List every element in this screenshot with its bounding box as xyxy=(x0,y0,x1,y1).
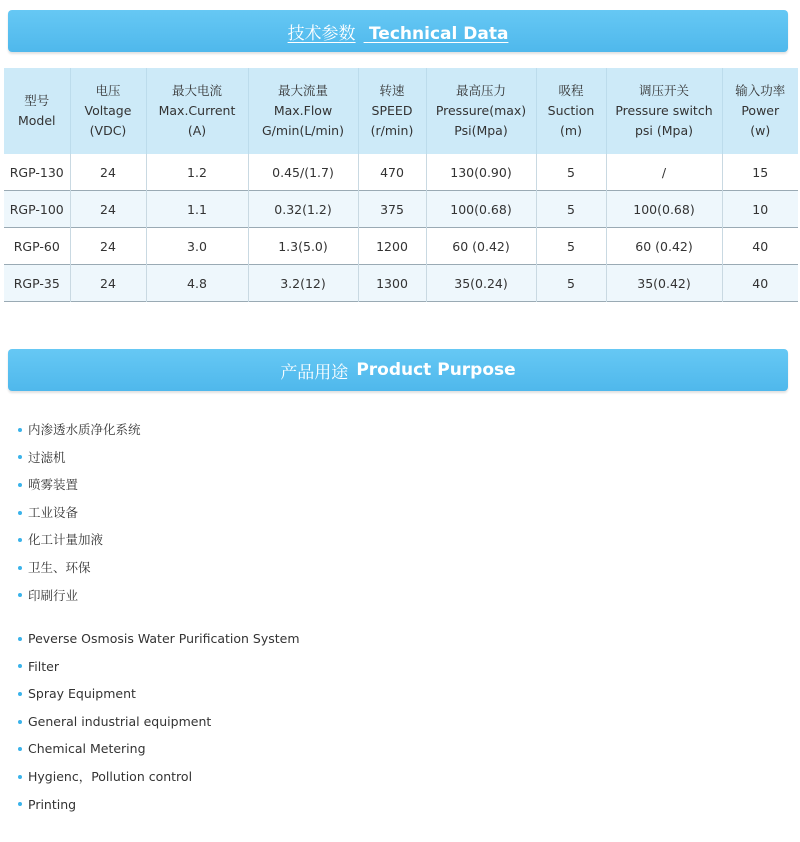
table-cell: 0.32(1.2) xyxy=(248,191,358,228)
bullet-icon xyxy=(18,455,22,459)
purpose-title-zh: 产品用途 xyxy=(280,362,349,383)
table-cell: 0.45/(1.7) xyxy=(248,154,358,191)
purpose-list-en xyxy=(18,625,300,818)
bullet-icon xyxy=(18,593,22,597)
table-cell: 130(0.90) xyxy=(426,154,536,191)
purpose-list-zh xyxy=(18,416,141,609)
column-header xyxy=(358,68,426,154)
column-header-en2: (w) xyxy=(750,123,771,138)
column-header-zh: 最高压力 xyxy=(455,83,506,98)
list-item-text: 化工计量加液 xyxy=(28,532,104,548)
table-cell: 24 xyxy=(70,191,146,228)
column-header-zh: 电压 xyxy=(95,83,121,98)
list-item xyxy=(18,554,141,582)
list-item xyxy=(18,791,300,819)
table-cell: 40 xyxy=(752,238,769,254)
table-header-row xyxy=(4,68,798,154)
table-cell: 4.8 xyxy=(146,265,248,302)
list-item-text: Printing xyxy=(28,796,77,812)
list-item xyxy=(18,444,141,472)
list-item xyxy=(18,416,141,444)
table-cell: RGP-60 xyxy=(4,228,70,265)
table-cell: 3.2(12) xyxy=(248,265,358,302)
column-header xyxy=(606,68,722,154)
table-cell: 1.2 xyxy=(146,154,248,191)
table-cell: / xyxy=(606,154,722,191)
purpose-title-en: Product Purpose xyxy=(356,360,516,380)
column-header xyxy=(426,68,536,154)
table-cell: 10 xyxy=(722,191,798,228)
table-cell: RGP-100 xyxy=(4,191,70,228)
table-row xyxy=(4,228,798,265)
table-cell: 60 (0.42) xyxy=(426,228,536,265)
table-cell: 5 xyxy=(536,154,606,191)
column-header xyxy=(248,68,358,154)
table-cell: RGP-130 xyxy=(4,154,70,191)
bullet-icon xyxy=(18,692,22,696)
technical-data-banner xyxy=(8,10,788,52)
bullet-icon xyxy=(18,511,22,515)
column-header-en2: (m) xyxy=(560,123,582,138)
list-item-text: 印刷行业 xyxy=(28,587,79,603)
list-item xyxy=(18,653,300,681)
list-item-text: 内渗透水质净化系统 xyxy=(28,422,141,437)
table-body xyxy=(4,154,798,302)
table-cell: 100(0.68) xyxy=(606,191,722,228)
bullet-icon xyxy=(18,566,22,570)
column-header-zh: 调压开关 xyxy=(638,83,689,98)
bullet-icon xyxy=(18,747,22,751)
column-header-en1: Max.Flow xyxy=(273,103,333,118)
table-cell: 1.3(5.0) xyxy=(248,228,358,265)
column-header-zh: 转速 xyxy=(379,83,405,98)
table-cell: 24 xyxy=(70,154,146,191)
list-item xyxy=(18,526,141,554)
column-header-zh: 最大电流 xyxy=(171,83,222,98)
list-item-text: Peverse Osmosis Water Purification System xyxy=(28,631,300,646)
table-cell: 5 xyxy=(536,265,606,302)
table-cell: 1.1 xyxy=(146,191,248,228)
column-header-en1: Model xyxy=(17,113,56,128)
column-header-zh: 最大流量 xyxy=(277,83,328,98)
column-header-en1: Pressure(max) xyxy=(435,103,527,118)
table-cell: 1300 xyxy=(358,265,426,302)
table-cell: RGP-35 xyxy=(4,265,70,302)
list-item xyxy=(18,471,141,499)
column-header-en1: Max.Current xyxy=(158,103,236,118)
bullet-icon xyxy=(18,538,22,542)
column-header-en1: SPEED xyxy=(371,103,413,118)
column-header-en2: (VDC) xyxy=(89,123,127,138)
bullet-icon xyxy=(18,483,22,487)
technical-title-zh: 技术参数 xyxy=(287,23,356,44)
bullet-icon xyxy=(18,775,22,779)
list-item-text: Spray Equipment xyxy=(28,686,136,702)
list-item-text: 过滤机 xyxy=(28,449,66,465)
product-purpose-banner xyxy=(8,349,788,391)
technical-data-table xyxy=(4,68,798,302)
column-header-zh: 输入功率 xyxy=(735,83,786,98)
table-row xyxy=(4,191,798,228)
column-header-en2: psi (Mpa) xyxy=(634,123,694,138)
list-item xyxy=(18,763,300,791)
technical-title-en: Technical Data xyxy=(368,23,509,44)
table-cell: 24 xyxy=(70,265,146,302)
table-cell: 35(0.42) xyxy=(606,265,722,302)
column-header-zh: 吸程 xyxy=(558,83,584,98)
list-item-text: Chemical Metering xyxy=(28,741,146,757)
table-cell: 5 xyxy=(536,191,606,228)
column-header-en2: (r/min) xyxy=(370,123,414,138)
column-header-en1: Suction xyxy=(547,103,595,118)
table-cell: 470 xyxy=(358,154,426,191)
list-item-text: 卫生、环保 xyxy=(28,559,91,575)
bullet-icon xyxy=(18,637,22,641)
column-header xyxy=(146,68,248,154)
table-cell: 3.0 xyxy=(146,228,248,265)
table-cell: 375 xyxy=(358,191,426,228)
table-cell: 1200 xyxy=(358,228,426,265)
list-item-text: Hygienc，Pollution control xyxy=(28,768,193,784)
table-row xyxy=(4,265,798,302)
list-item xyxy=(18,708,300,736)
list-item-text: 工业设备 xyxy=(28,504,79,520)
table-cell: 5 xyxy=(536,228,606,265)
column-header-en1: Voltage xyxy=(84,103,132,118)
list-item xyxy=(18,680,300,708)
list-item-text: 喷雾装置 xyxy=(28,477,79,493)
table-cell: 60 (0.42) xyxy=(606,228,722,265)
list-item xyxy=(18,499,141,527)
table-cell: 24 xyxy=(70,228,146,265)
list-item xyxy=(18,582,141,610)
column-header xyxy=(4,68,70,154)
bullet-icon xyxy=(18,720,22,724)
bullet-icon xyxy=(18,664,22,668)
bullet-icon xyxy=(18,802,22,806)
technical-data-title xyxy=(288,19,509,44)
list-item-text: General industrial equipment xyxy=(28,713,212,729)
bullet-icon xyxy=(18,428,22,432)
column-header xyxy=(536,68,606,154)
table-cell: 35(0.24) xyxy=(426,265,536,302)
column-header xyxy=(70,68,146,154)
list-item xyxy=(18,735,300,763)
column-header-en2: G/min(L/min) xyxy=(262,123,344,138)
column-header xyxy=(722,68,798,154)
table-cell: 15 xyxy=(752,164,769,180)
list-item-text: Filter xyxy=(28,658,59,674)
column-header-en2: Psi(Mpa) xyxy=(454,123,508,138)
column-header-zh: 型号 xyxy=(24,93,50,108)
table-cell: 40 xyxy=(722,265,798,302)
column-header-en1: Power xyxy=(741,103,780,118)
table-row xyxy=(4,154,798,191)
column-header-en2: (A) xyxy=(187,123,207,138)
list-item xyxy=(18,625,300,653)
table-cell: 100(0.68) xyxy=(426,191,536,228)
column-header-en1: Pressure switch xyxy=(615,103,713,118)
